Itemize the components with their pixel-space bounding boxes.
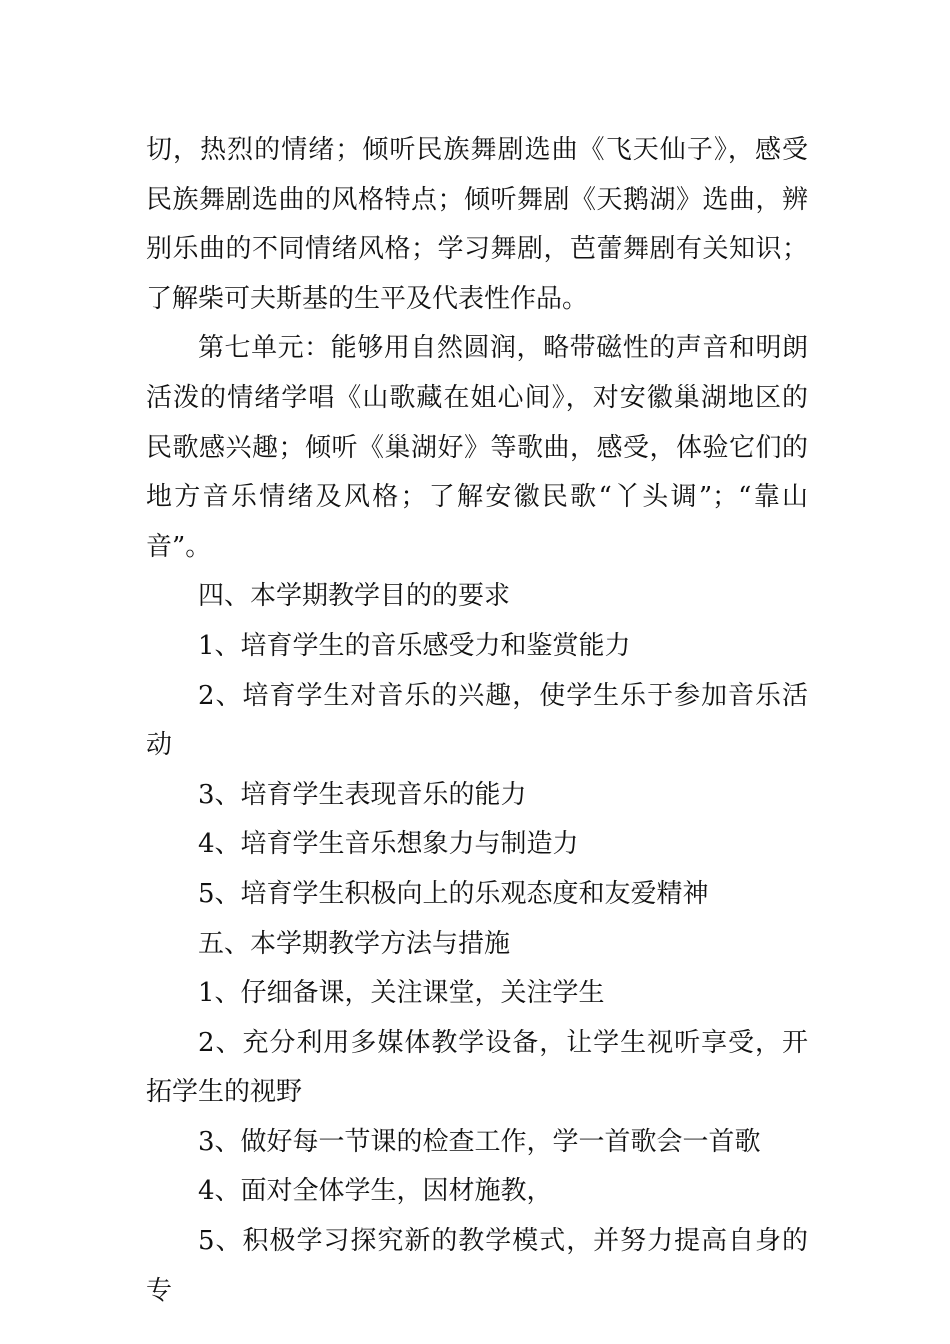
section-heading-methods: 五、本学期教学方法与措施 xyxy=(198,928,511,959)
list-item-method-5: 5、积极学习探究新的教学模式，并努力提高自身的专 xyxy=(146,1226,808,1306)
list-item-method-1: 1、仔细备课，关注课堂，关注学生 xyxy=(198,978,605,1009)
list-item-goal-2: 2、培育学生对音乐的兴趣，使学生乐于参加音乐活动 xyxy=(146,680,808,761)
paragraph-unit-seven: 第七单元：能够用自然圆润，略带磁性的声音和明朗活泼的情绪学唱《山歌藏在姐心间》，对安徽巢湖地区的民歌感兴趣；倾听《巢湖好》等歌曲，感受，体验它们的地方音乐情绪及风格；了解安徽民歌“丫头调”；“靠山音”。 xyxy=(146,333,808,562)
list-item-goal-4: 4、培育学生音乐想象力与制造力 xyxy=(198,829,579,860)
list-item-method-4: 4、面对全体学生，因材施教， xyxy=(198,1176,553,1207)
list-item-method-2: 2、充分利用多媒体教学设备，让学生视听享受，开拓学生的视野 xyxy=(146,1027,808,1108)
list-item-goal-5: 5、培育学生积极向上的乐观态度和友爱精神 xyxy=(198,878,709,909)
paragraph-continued: 切，热烈的情绪；倾听民族舞剧选曲《飞天仙子》，感受民族舞剧选曲的风格特点；倾听舞剧《天鹅湖》选曲，辨别乐曲的不同情绪风格；学习舞剧，芭蕾舞剧有关知识；了解柴可夫斯基的生平及代表性作品。 xyxy=(146,135,808,314)
list-item-method-3: 3、做好每一节课的检查工作，学一首歌会一首歌 xyxy=(198,1126,761,1157)
list-item-goal-1: 1、培育学生的音乐感受力和鉴赏能力 xyxy=(198,630,631,661)
document-body xyxy=(146,126,808,1316)
section-heading-goals: 四、本学期教学目的的要求 xyxy=(198,581,511,612)
list-item-goal-3: 3、培育学生表现音乐的能力 xyxy=(198,779,527,810)
